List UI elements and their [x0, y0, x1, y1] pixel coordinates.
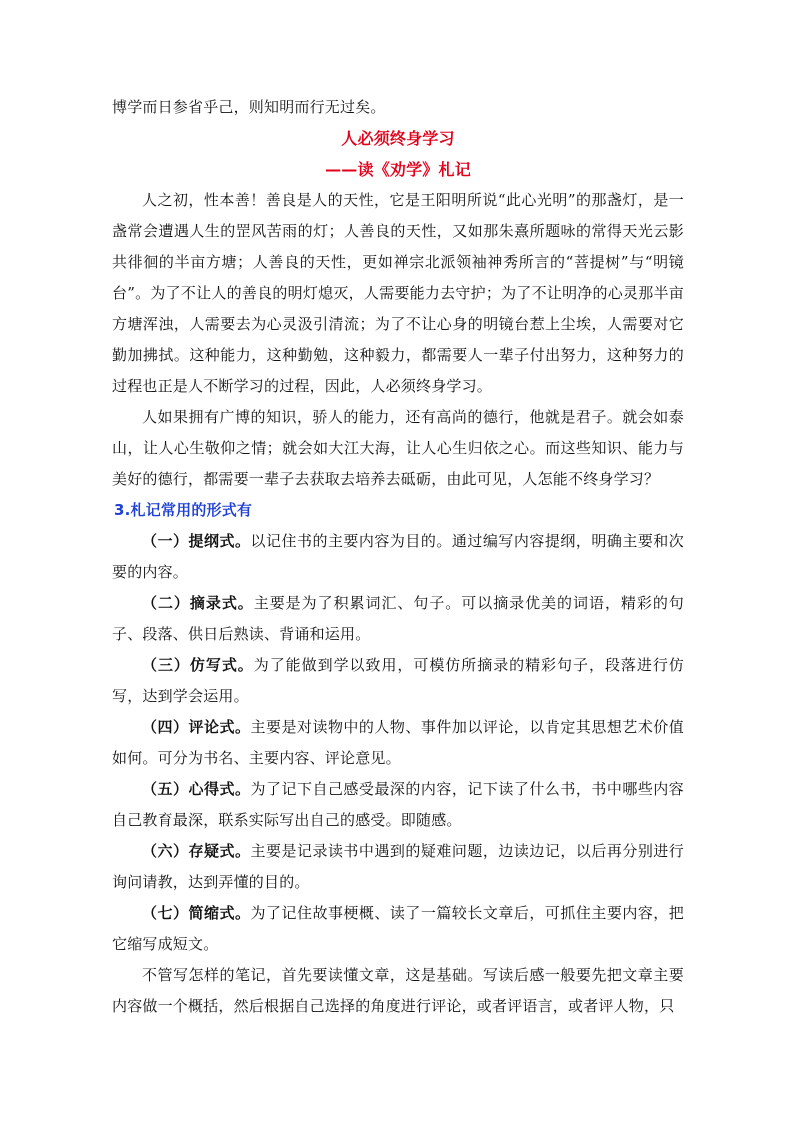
essay-paragraph: 人如果拥有广博的知识，骄人的能力，还有高尚的德行，他就是君子。就会如泰山，让人心生敬仰之情；就会如大江大海，让人心生归依之心。而这些知识、能力与美好的德行，都需要一辈子去获取去培养去砥砺，由此可见，人怎能不终身学习？: [112, 408, 684, 488]
intro-line: 博学而日参省乎己，则知明而行无过矣。: [112, 98, 386, 116]
essay-subtitle: ——读《劝学》札记: [325, 160, 471, 179]
essay-paragraph: 人之初，性本善！善良是人的天性，它是王阳明所说“此心光明”的那盏灯，是一盏常会遭遇人生的罡风苦雨的灯；人善良的天性，又如那朱熹所题咏的常得天光云影共徘徊的半亩方塘；人善良的天性，更如禅宗北派领袖神秀所言的“菩提树”与“明镜台”。为了不让人的善良的明灯熄灭，人需要能力去守护；为了不让明净的心灵那半亩方塘浑浊，人需要去为心灵汲引清流；为了不让心身的明镜台惹上尘埃，人需要对它勤加拂拭。这种能力，这种勤勉，这种毅力，都需要人一辈子付出努力，这种努力的过程也正是人不断学习的过程，因此，人必须终身学习。: [112, 191, 684, 395]
form-item-text: 主要是对读物中的人物、事件加以评论，以肯定其思想艺术价值如何。可分为书名、主要内容、评论意见。: [112, 718, 685, 767]
essay-title: 人必须终身学习: [341, 129, 455, 148]
form-item-label: （五）心得式。: [142, 780, 251, 798]
form-item-label: （一）提纲式。: [142, 532, 251, 550]
form-item-text: 主要是记录读书中遇到的疑难问题，边读边记，以后再分别进行询问请教，达到弄懂的目的。: [112, 842, 685, 891]
form-item-text: 主要是为了积累词汇、句子。可以摘录优美的词语，精彩的句子、段落、供日后熟读、背诵和运用。: [112, 594, 684, 643]
section-heading: 3.札记常用的形式有: [114, 501, 253, 519]
form-item-text: 为了能做到学以致用，可模仿所摘录的精彩句子，段落进行仿写，达到学会运用。: [112, 656, 684, 705]
form-item-label: （七）简缩式。: [142, 904, 251, 922]
form-item: [112, 836, 684, 898]
form-item: [112, 588, 684, 650]
form-item-label: （四）评论式。: [142, 718, 251, 736]
closing-paragraph: 不管写怎样的笔记，首先要读懂文章，这是基础。写读后感一般要先把文章主要内容做一个概括，然后根据自己选择的角度进行评论，或者评语言，或者评人物，只: [112, 966, 684, 1015]
form-item-text: 以记住书的主要内容为目的。通过编写内容提纲，明确主要和次要的内容。: [112, 532, 685, 581]
form-item: [112, 898, 684, 960]
form-item-label: （三）仿写式。: [142, 656, 254, 674]
form-item: [112, 712, 684, 774]
form-item: [112, 650, 684, 712]
form-item-label: （二）摘录式。: [142, 594, 254, 612]
form-item: [112, 774, 684, 836]
form-item-text: 为了记住故事梗概、读了一篇较长文章后，可抓住主要内容，把它缩写成短文。: [112, 904, 685, 953]
form-item: [112, 526, 684, 588]
form-item-text: 为了记下自己感受最深的内容，记下读了什么书，书中哪些内容自己教育最深，联系实际写出自己的感受。即随感。: [112, 780, 685, 829]
page-content: [112, 92, 684, 1022]
form-item-label: （六）存疑式。: [142, 842, 251, 860]
